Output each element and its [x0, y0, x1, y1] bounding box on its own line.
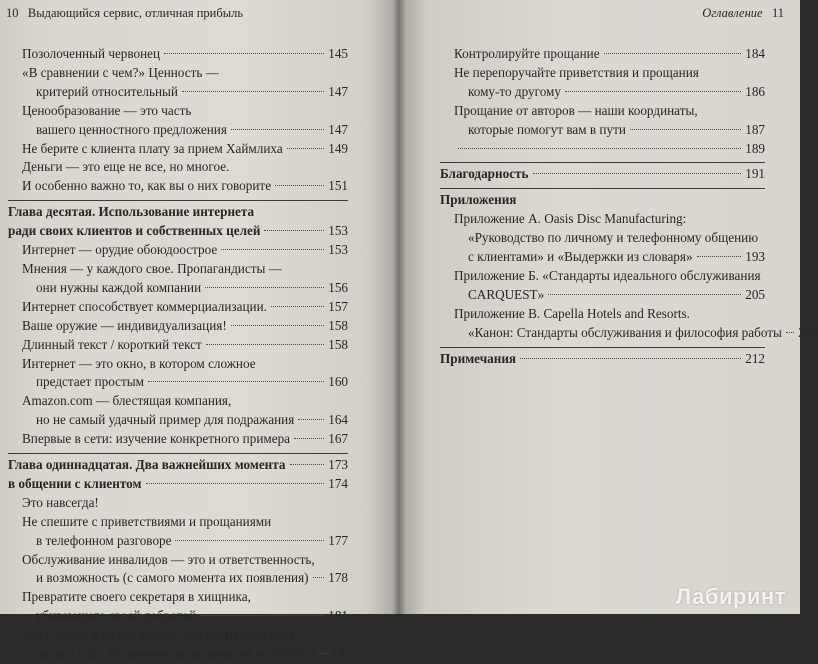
dot-leader — [221, 249, 324, 250]
toc-entry-text: Превратите своего секретаря в хищника, — [22, 589, 251, 605]
toc-entry-line — [22, 83, 348, 102]
toc-entry-text: критерий относительный — [36, 83, 178, 99]
dot-leader — [520, 358, 741, 359]
toc-page-number: 209 — [798, 324, 818, 340]
toc-entry-line — [454, 324, 818, 343]
right-toc-entry-6 — [440, 210, 765, 267]
toc-entry-line — [22, 64, 348, 83]
dot-leader — [548, 294, 741, 295]
toc-page-number: 156 — [328, 279, 348, 295]
toc-entry-line — [22, 317, 348, 336]
left-toc-entry-6 — [8, 200, 348, 241]
right-toc — [440, 45, 818, 369]
toc-entry-text: Это навсегда! — [22, 494, 99, 510]
toc-entry-line — [22, 298, 348, 317]
toc-entry-text: ради своих клиентов и собственных целей — [8, 223, 261, 239]
toc-entry-line — [8, 456, 348, 475]
toc-entry-text: Не перепоручайте приветствия и прощания — [454, 64, 699, 80]
dot-leader — [200, 615, 324, 616]
left-toc-entry-2 — [8, 102, 348, 140]
toc-page-number: 164 — [328, 412, 348, 428]
toc-entry-text: Ваше оружие — индивидуализация! — [22, 317, 227, 333]
toc-entry-line — [454, 229, 765, 248]
toc-entry-line — [454, 121, 765, 140]
toc-entry-text: Длинный текст / короткий текст — [22, 336, 202, 352]
left-running-title: Выдающийся сервис, отличная прибыль — [27, 6, 244, 20]
toc-entry-line — [22, 121, 348, 140]
toc-entry-text: Приложения — [440, 192, 517, 208]
toc-page-number: 145 — [328, 46, 348, 61]
book-gutter — [392, 0, 406, 614]
toc-entry-line — [8, 222, 348, 241]
toc-page-number: 178 — [328, 570, 348, 586]
dot-leader — [164, 53, 324, 54]
toc-page-number: 158 — [328, 336, 348, 352]
dot-leader — [298, 419, 324, 420]
dot-leader — [264, 230, 324, 231]
dot-leader — [294, 438, 324, 439]
right-toc-entry-9 — [440, 347, 765, 369]
toc-entry-line — [22, 355, 348, 374]
toc-page-number: 151 — [328, 178, 348, 194]
dot-leader — [630, 129, 741, 130]
toc-entry-line — [22, 45, 348, 64]
toc-entry-line — [22, 626, 348, 645]
toc-entry-text: Приложение Б. «Стандарты идеального обслуживания — [454, 267, 761, 283]
left-toc-entry-17 — [8, 494, 348, 513]
toc-entry-text: в телефонном разговоре — [36, 532, 172, 548]
toc-entry-text: CARQUEST» — [468, 286, 545, 302]
toc-entry-line — [8, 475, 348, 494]
dot-leader — [275, 185, 324, 186]
right-toc-entry-2 — [440, 102, 765, 140]
toc-entry-line — [22, 569, 348, 588]
toc-entry-line — [22, 373, 348, 392]
toc-entry-line — [440, 191, 765, 210]
toc-page-number: 187 — [745, 121, 765, 137]
toc-entry-text: Интернет — это окно, в котором сложное — [22, 355, 256, 371]
toc-entry-line — [454, 140, 765, 159]
toc-entry-text: Приложение А. Oasis Disc Manufacturing: — [454, 211, 687, 227]
toc-page-number: 184 — [745, 46, 765, 61]
toc-entry-text: убивающего своей добротой — [36, 608, 197, 624]
toc-entry-line — [22, 411, 348, 430]
toc-page-number: 174 — [328, 475, 348, 491]
toc-entry-text: Это Google, а не вы, решает, как гости попадают — [22, 627, 295, 643]
toc-entry-text: «Руководство по личному и телефонному общению — [468, 230, 759, 246]
dot-leader — [175, 540, 324, 541]
left-page-header — [6, 6, 243, 21]
toc-page-number: 147 — [328, 83, 348, 99]
toc-page-number: 158 — [328, 317, 348, 333]
right-page-header — [702, 6, 784, 21]
toc-entry-line — [22, 494, 348, 513]
toc-page-number: 157 — [328, 298, 348, 314]
dot-leader — [148, 381, 324, 382]
right-toc-entry-7 — [440, 267, 765, 305]
left-toc-entry-1 — [8, 64, 348, 102]
toc-entry-text: Позолоченный червонец — [22, 46, 161, 61]
left-toc — [8, 45, 352, 664]
toc-entry-text: Мнения — у каждого свое. Пропагандисты — — [22, 260, 282, 276]
toc-entry-line — [22, 551, 348, 570]
toc-page-number: 191 — [745, 166, 765, 182]
toc-entry-text: И особенно важно то, как вы о них говорите — [22, 178, 272, 194]
left-page-number: 10 — [6, 6, 19, 20]
toc-page-number: 160 — [328, 374, 348, 390]
left-toc-entry-15 — [8, 453, 348, 475]
right-toc-entry-5 — [440, 188, 765, 210]
toc-entry-line — [22, 645, 352, 664]
dot-leader — [205, 287, 324, 288]
dot-leader — [271, 306, 324, 307]
toc-entry-line — [454, 45, 765, 64]
toc-page-number: 173 — [328, 457, 348, 473]
right-page-number: 11 — [771, 6, 784, 20]
toc-page-number: 182 — [331, 646, 352, 662]
right-toc-entry-4 — [440, 162, 765, 184]
toc-page-number: 149 — [328, 140, 348, 156]
right-page — [398, 0, 818, 614]
dot-leader — [565, 91, 741, 92]
toc-page-number: 212 — [745, 350, 765, 366]
toc-entry-line — [454, 102, 765, 121]
toc-entry-line — [22, 140, 348, 159]
toc-entry-line — [454, 286, 765, 305]
left-toc-entry-0 — [8, 45, 348, 64]
toc-page-number: 193 — [745, 249, 765, 265]
toc-entry-line — [22, 588, 348, 607]
left-toc-entry-3 — [8, 140, 348, 159]
toc-entry-text: которые помогут вам в пути — [468, 121, 626, 137]
toc-entry-text: «Канон: Стандарты обслуживания и философия работы — [468, 324, 782, 340]
toc-page-number: 147 — [328, 121, 348, 137]
toc-entry-line — [22, 158, 348, 177]
toc-entry-text: Amazon.com — блестящая компания, — [22, 393, 232, 409]
dot-leader — [604, 53, 741, 54]
right-toc-entry-3 — [440, 140, 765, 159]
toc-entry-text: но не самый удачный пример для подражания — [36, 412, 295, 428]
right-toc-entry-1 — [440, 64, 765, 102]
toc-entry-line — [22, 260, 348, 279]
toc-entry-line — [22, 177, 348, 196]
toc-page-number: 177 — [328, 532, 348, 548]
toc-entry-line — [22, 430, 348, 449]
toc-entry-text: Обслуживание инвалидов — это и ответственность, — [22, 551, 315, 567]
dot-leader — [231, 129, 324, 130]
toc-page-number: 167 — [328, 431, 348, 447]
dot-leader — [290, 464, 324, 465]
toc-entry-line — [22, 241, 348, 260]
toc-entry-text: Благодарность — [440, 166, 529, 182]
toc-page-number: 186 — [745, 83, 765, 99]
toc-entry-line — [22, 392, 348, 411]
toc-entry-text: вашего ценностного предложения — [36, 121, 227, 137]
left-toc-entry-14 — [8, 430, 348, 449]
toc-page-number: 153 — [328, 223, 348, 239]
toc-entry-text: кому-то другому — [468, 83, 561, 99]
toc-page-number: 205 — [745, 286, 765, 302]
toc-entry-text: Глава одиннадцатая. Два важнейших момента — [8, 457, 286, 473]
toc-entry-line — [22, 102, 348, 121]
left-toc-entry-4 — [8, 158, 348, 177]
toc-entry-text: Не спешите с приветствиями и прощаниями — [22, 513, 272, 529]
left-toc-entry-12 — [8, 355, 348, 393]
toc-entry-text: Интернет способствует коммерциализации. — [22, 298, 267, 314]
right-toc-entry-0 — [440, 45, 765, 64]
toc-entry-text: Прощание от авторов — наши координаты, — [454, 102, 698, 118]
right-running-title: Оглавление — [702, 6, 763, 20]
toc-entry-line — [22, 607, 348, 626]
dot-leader — [786, 332, 794, 333]
toc-entry-line — [454, 210, 765, 229]
toc-entry-text: Не берите с клиента плату за прием Хаймлиха — [22, 140, 283, 156]
left-toc-entry-21 — [8, 626, 352, 664]
toc-entry-text: на ваш сайт. Но именно вы должны их встретить! — [36, 646, 316, 662]
toc-page-number: 153 — [328, 242, 348, 258]
toc-entry-text: Контролируйте прощание — [454, 46, 600, 61]
left-toc-entry-13 — [8, 392, 348, 430]
toc-entry-line — [454, 83, 765, 102]
toc-entry-line — [454, 267, 765, 286]
left-page — [0, 0, 398, 662]
left-toc-entry-7 — [8, 241, 348, 260]
toc-entry-text: Примечания — [440, 350, 517, 366]
toc-page-number: 189 — [745, 140, 765, 156]
left-toc-entry-9 — [8, 298, 348, 317]
right-toc-entry-8 — [440, 305, 818, 343]
toc-page-number: 181 — [328, 608, 348, 624]
toc-entry-line — [22, 513, 348, 532]
dot-leader — [146, 483, 324, 484]
left-toc-entry-8 — [8, 260, 348, 298]
dot-leader — [697, 256, 741, 257]
left-toc-entry-16 — [8, 475, 348, 494]
toc-entry-text: Впервые в сети: изучение конкретного примера — [22, 431, 291, 447]
left-toc-entry-18 — [8, 513, 348, 551]
toc-entry-line — [22, 532, 348, 551]
toc-entry-line — [440, 350, 765, 369]
toc-entry-text: «В сравнении с чем?» Ценность — — [22, 64, 219, 80]
toc-entry-line — [454, 248, 765, 267]
toc-entry-line — [454, 64, 765, 83]
dot-leader — [287, 148, 324, 149]
left-toc-entry-19 — [8, 551, 348, 589]
dot-leader — [533, 173, 741, 174]
left-toc-entry-11 — [8, 336, 348, 355]
toc-entry-text: Глава десятая. Использование интернета — [8, 204, 255, 220]
toc-entry-text: в общении с клиентом — [8, 475, 142, 491]
dot-leader — [319, 653, 327, 654]
toc-entry-line — [8, 203, 348, 222]
toc-entry-text: Ценообразование — это часть — [22, 102, 192, 118]
toc-entry-text: Приложение В. Capella Hotels and Resorts. — [454, 305, 690, 321]
left-toc-entry-5 — [8, 177, 348, 196]
toc-entry-line — [440, 165, 765, 184]
toc-entry-line — [454, 305, 765, 324]
toc-entry-line — [22, 336, 348, 355]
toc-entry-text: с клиентами» и «Выдержки из словаря» — [468, 249, 693, 265]
dot-leader — [231, 325, 324, 326]
toc-entry-text: и возможность (с самого момента их появления) — [36, 570, 309, 586]
dot-leader — [313, 577, 324, 578]
toc-entry-text: Интернет — орудие обоюдоострое — [22, 242, 218, 258]
dot-leader — [206, 344, 324, 345]
left-toc-entry-10 — [8, 317, 348, 336]
toc-entry-text: предстает простым — [36, 374, 144, 390]
watermark-logo: Лабиринт — [675, 584, 786, 609]
left-toc-entry-20 — [8, 588, 348, 626]
toc-entry-text: они нужны каждой компании — [36, 279, 202, 295]
toc-entry-line — [22, 279, 348, 298]
dot-leader — [182, 91, 324, 92]
dot-leader — [458, 148, 741, 149]
toc-entry-text: Деньги — это еще не все, но многое. — [22, 159, 230, 175]
